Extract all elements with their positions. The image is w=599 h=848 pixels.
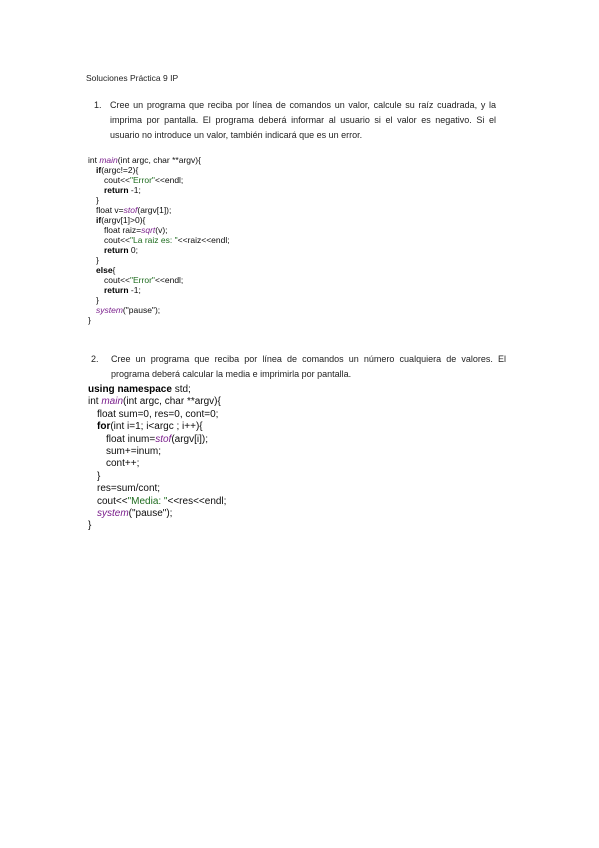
question-number: 1. bbox=[94, 100, 102, 110]
code-token: sqrt bbox=[141, 225, 156, 235]
code-token: stof bbox=[155, 433, 172, 445]
code-token: cout<< bbox=[97, 495, 128, 507]
code-token: ("pause"); bbox=[128, 507, 173, 519]
code-line bbox=[88, 396, 226, 408]
code-token: (argv[1]>0){ bbox=[101, 215, 146, 225]
code-line bbox=[88, 255, 230, 265]
code-token: res=sum/cont; bbox=[97, 483, 161, 495]
code-token: } bbox=[96, 195, 99, 205]
question-text: Cree un programa que reciba por línea de comandos un número cualquiera de valores. El programa deberá calcular la media e imprimirla por pantalla. bbox=[111, 354, 506, 379]
question-number: 2. bbox=[91, 354, 99, 364]
code-token: float raiz= bbox=[104, 225, 142, 235]
code-token: if bbox=[96, 215, 102, 225]
code-token: main bbox=[99, 155, 118, 165]
code-token: float inum= bbox=[106, 433, 156, 445]
code-line bbox=[88, 483, 226, 495]
code-token: sum+=inum; bbox=[106, 445, 162, 457]
code-line bbox=[88, 185, 230, 195]
code-token: (argv[i]); bbox=[171, 433, 208, 445]
code-token: <<endl; bbox=[154, 275, 184, 285]
code-line bbox=[88, 195, 230, 205]
code-token: (int i=1; i<argc ; i++){ bbox=[110, 421, 203, 433]
code-line bbox=[88, 315, 230, 325]
question-2 bbox=[91, 352, 506, 382]
code-token: -1; bbox=[128, 185, 141, 195]
code-line bbox=[88, 496, 226, 508]
code-token: { bbox=[112, 265, 116, 275]
code-token: "Error" bbox=[130, 175, 155, 185]
code-token: (argv[1]); bbox=[137, 205, 172, 215]
code-token: } bbox=[96, 255, 99, 265]
code-token: "La raiz es: " bbox=[130, 235, 178, 245]
code-token: float v= bbox=[96, 205, 124, 215]
code-token: "Error" bbox=[130, 275, 155, 285]
code-token: -1; bbox=[128, 285, 141, 295]
code-line bbox=[88, 305, 230, 315]
code-token: system bbox=[96, 305, 123, 315]
code-token: return bbox=[104, 285, 129, 295]
code-line bbox=[88, 155, 230, 165]
code-token: } bbox=[97, 470, 101, 482]
code-block-1 bbox=[88, 155, 230, 325]
code-token: <<raiz<<endl; bbox=[177, 235, 230, 245]
code-token: <<res<<endl; bbox=[167, 495, 227, 507]
code-token: int bbox=[88, 155, 100, 165]
code-token: main bbox=[101, 396, 124, 408]
code-token: stof bbox=[123, 205, 138, 215]
code-token: (v); bbox=[155, 225, 168, 235]
code-token: (argc!=2){ bbox=[101, 165, 139, 175]
code-token: int bbox=[88, 396, 102, 408]
code-line bbox=[88, 275, 230, 285]
code-line bbox=[88, 225, 230, 235]
code-line bbox=[88, 295, 230, 305]
code-token: for bbox=[97, 421, 111, 433]
code-token: cout<< bbox=[104, 275, 130, 285]
code-token: } bbox=[96, 295, 99, 305]
code-line bbox=[88, 434, 226, 446]
code-token: return bbox=[104, 245, 129, 255]
code-line bbox=[88, 458, 226, 470]
code-token: system bbox=[97, 507, 129, 519]
code-token: float sum=0, res=0, cont=0; bbox=[97, 408, 219, 420]
code-line bbox=[88, 384, 226, 396]
question-text: Cree un programa que reciba por línea de comandos un valor, calcule su raíz cuadrada, y la imprima por pantalla. El programa deberá informar al usuario si el valor es negativo. Si el usuario no introduce un valor, también indicará que es un error. bbox=[110, 100, 496, 140]
code-token: } bbox=[88, 315, 91, 325]
code-token: <<endl; bbox=[154, 175, 184, 185]
document-title: Soluciones Práctica 9 IP bbox=[86, 73, 179, 83]
code-block-2 bbox=[88, 384, 226, 533]
code-line bbox=[88, 409, 226, 421]
code-token: 0; bbox=[128, 245, 139, 255]
code-token: cout<< bbox=[104, 175, 130, 185]
code-token: cout<< bbox=[104, 235, 130, 245]
code-line bbox=[88, 215, 230, 225]
code-token: cont++; bbox=[106, 458, 140, 470]
code-line bbox=[88, 205, 230, 215]
code-token: return bbox=[104, 185, 129, 195]
code-token: } bbox=[88, 520, 92, 532]
code-line bbox=[88, 165, 230, 175]
code-line bbox=[88, 235, 230, 245]
code-line bbox=[88, 471, 226, 483]
code-token: ("pause"); bbox=[122, 305, 161, 315]
code-line bbox=[88, 175, 230, 185]
code-line bbox=[88, 446, 226, 458]
code-token: std; bbox=[171, 384, 191, 395]
code-token: if bbox=[96, 165, 102, 175]
code-token: (int argc, char **argv){ bbox=[123, 396, 221, 408]
code-line bbox=[88, 508, 226, 520]
question-1 bbox=[94, 98, 496, 143]
code-line bbox=[88, 265, 230, 275]
code-line bbox=[88, 245, 230, 255]
code-token: else bbox=[96, 265, 113, 275]
code-line bbox=[88, 285, 230, 295]
code-line bbox=[88, 520, 226, 532]
code-token: using namespace bbox=[88, 384, 172, 395]
code-token: (int argc, char **argv){ bbox=[117, 155, 201, 165]
code-token: "Media: " bbox=[127, 495, 168, 507]
code-line bbox=[88, 421, 226, 433]
